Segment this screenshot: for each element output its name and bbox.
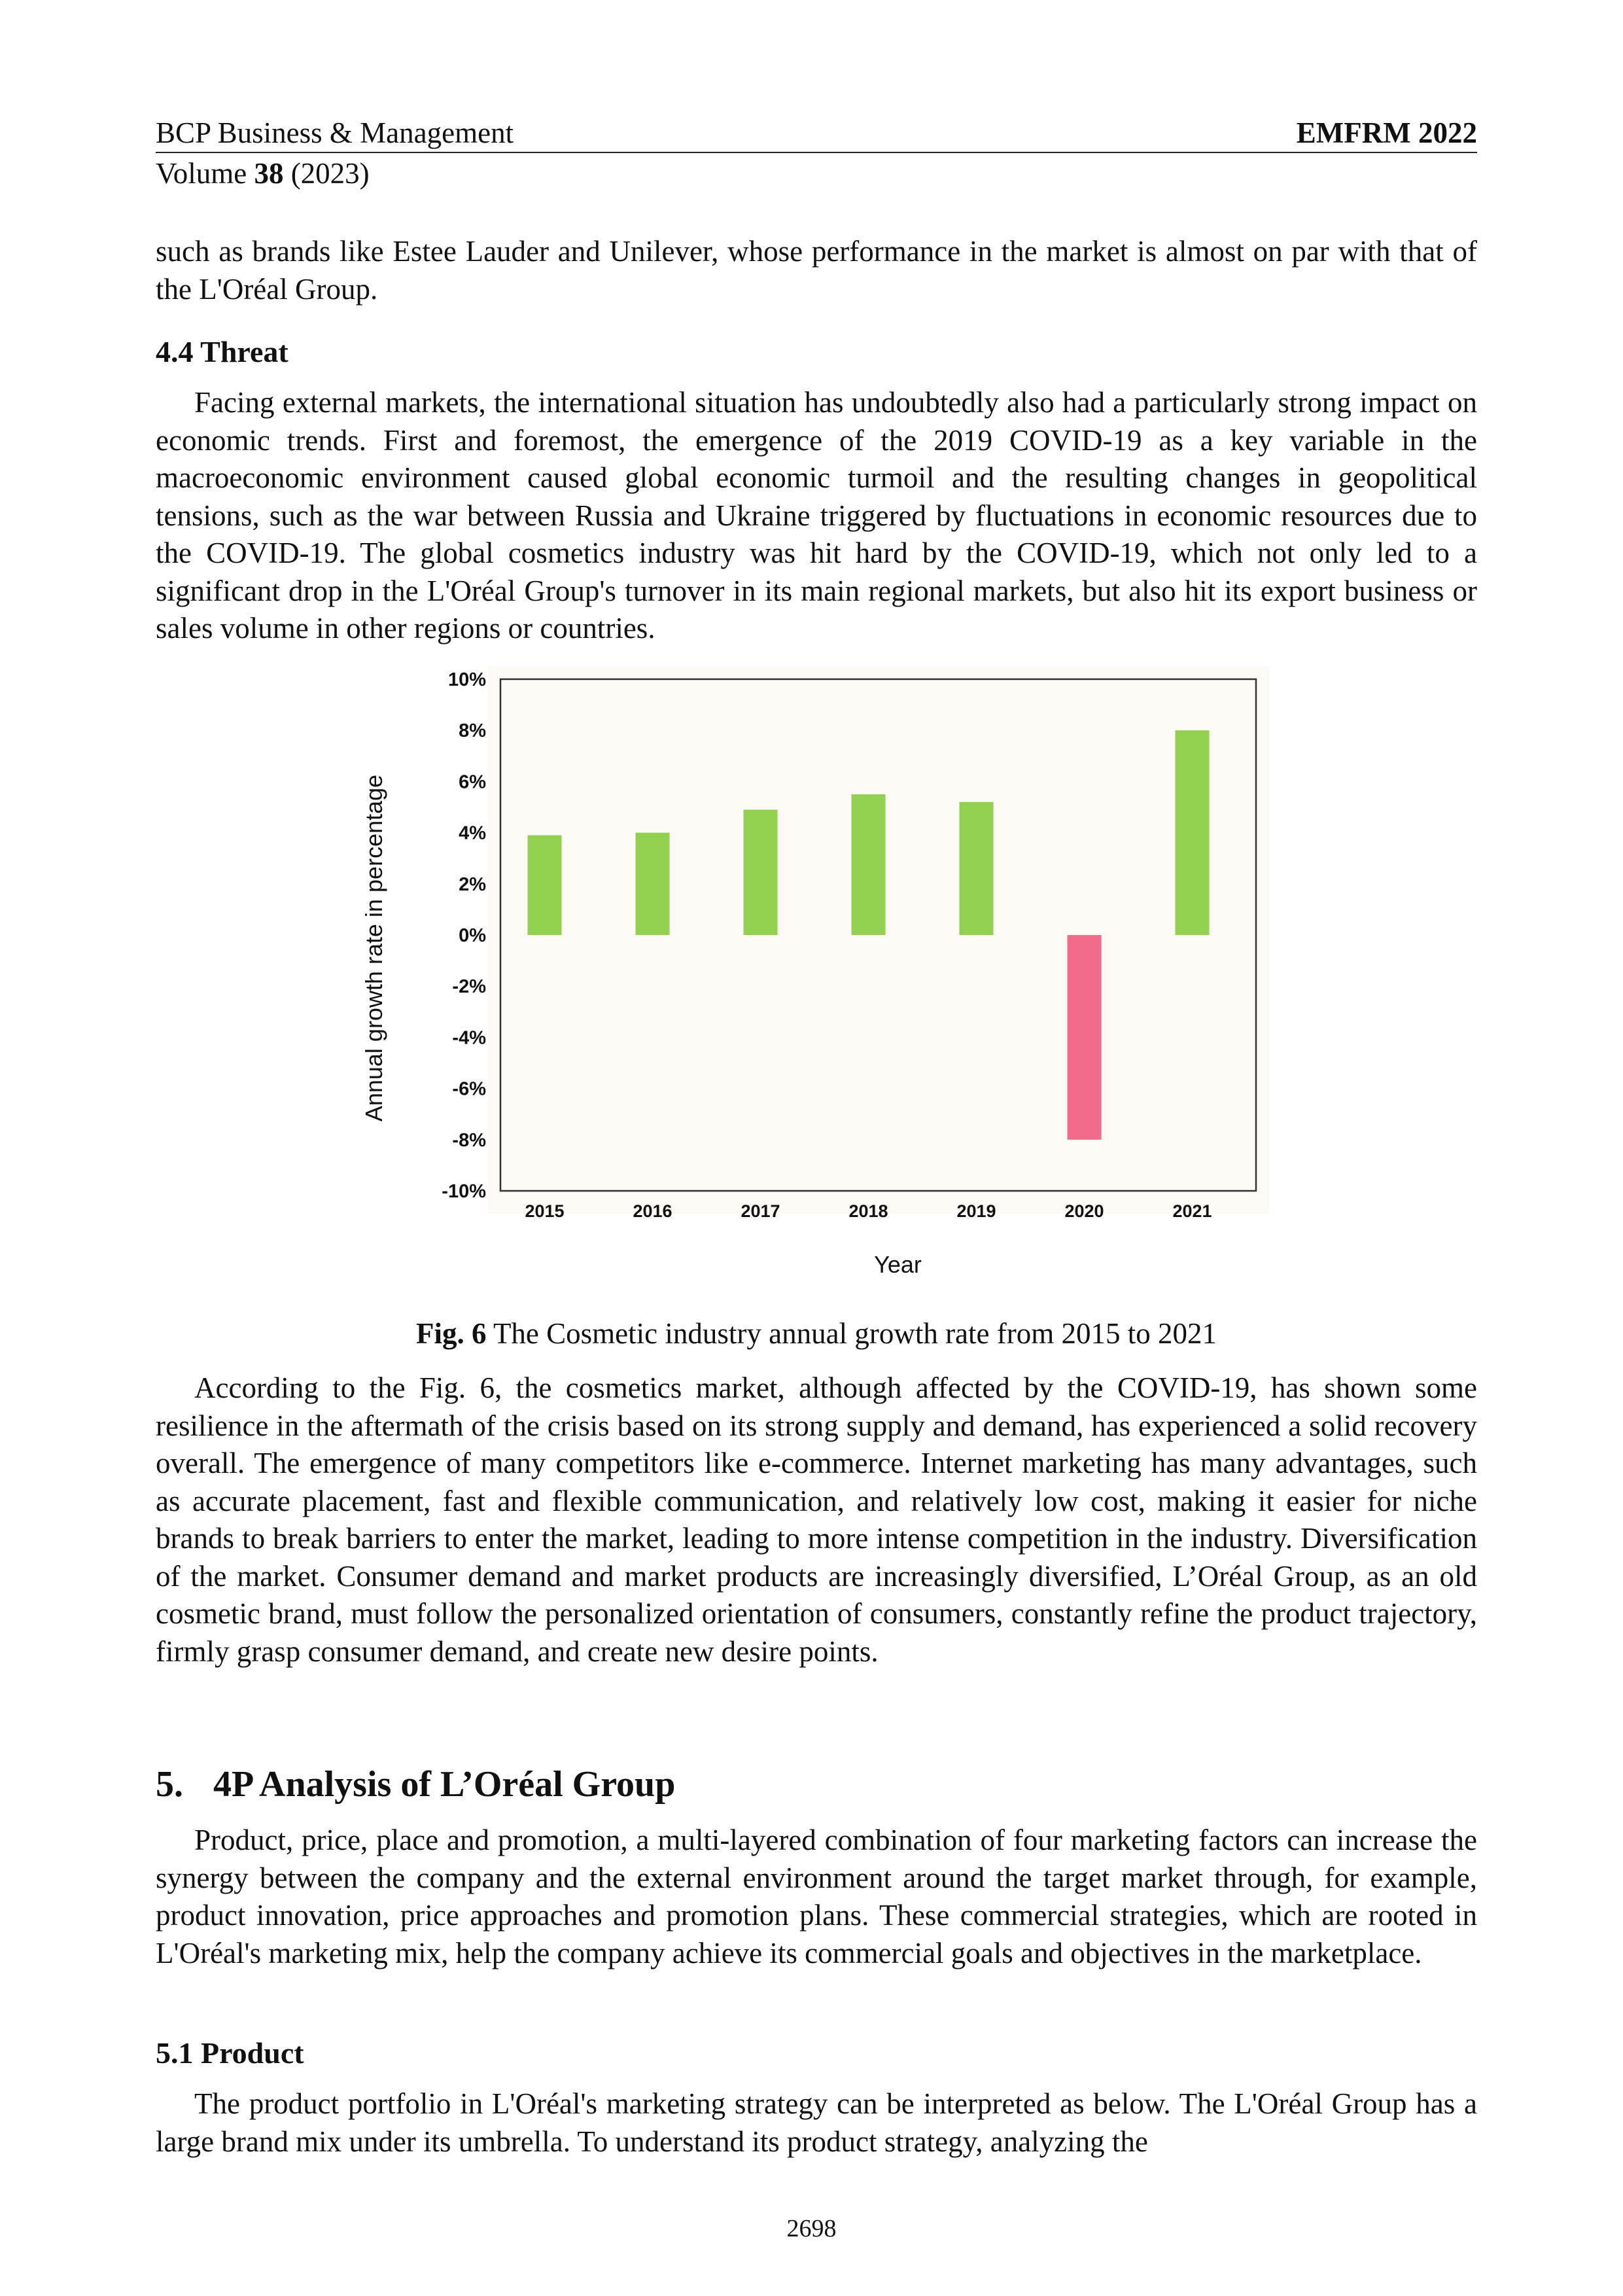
volume-year: (2023) xyxy=(290,157,370,190)
bar-2016 xyxy=(636,833,670,935)
running-header xyxy=(156,115,1477,153)
section-4-4-heading: 4.4 Threat xyxy=(156,335,288,368)
x-tick-label: 2021 xyxy=(1172,1201,1212,1221)
y-tick-label: -2% xyxy=(452,976,486,998)
volume-label: Volume xyxy=(156,157,247,190)
bar-2020 xyxy=(1068,935,1102,1140)
section-5-title xyxy=(156,1763,675,1806)
figure-6 xyxy=(353,661,1308,1289)
bar-2018 xyxy=(852,794,886,935)
section-5-1-paragraph: The product portfolio in L'Oréal's marketing strategy can be interpreted as below. The L'Oréal Group has a large brand mix under its umbrella. To understand its product strategy, analyzing the xyxy=(156,2087,1477,2158)
figure-caption-text: The Cosmetic industry annual growth rate from 2015 to 2021 xyxy=(493,1317,1217,1350)
section-5-number: 5. xyxy=(156,1764,183,1805)
bar-2021 xyxy=(1176,730,1210,935)
y-axis-label: Annual growth rate in percentage xyxy=(360,774,387,1122)
x-tick-label: 2017 xyxy=(741,1201,780,1221)
figure-caption xyxy=(156,1315,1477,1352)
x-axis-label: Year xyxy=(874,1251,922,1278)
figure-label: Fig. 6 xyxy=(416,1317,487,1350)
journal-name: BCP Business & Management xyxy=(156,116,514,149)
bar-2017 xyxy=(744,809,778,935)
page-number: 2698 xyxy=(786,2215,837,2242)
y-tick-label: -10% xyxy=(442,1181,486,1202)
after-figure-paragraph: According to the Fig. 6, the cosmetics market, although affected by the COVID-19, has shown some resilience in the aftermath of the crisis based on its strong supply and demand, has experienced a solid recovery overall. The emergence of many competitors like e-commerce. Internet marketing has many advantages, such as accurate placement, fast and flexible communication, and relatively low cost, making it easier for niche brands to break barriers to enter the market, leading to more intense competition in the industry. Diversification of the market. Consumer demand and market products are increasingly diversified, L’Oréal Group, as an old cosmetic brand, must follow the personalized orientation of consumers, constantly refine the product trajectory, firmly grasp consumer demand, and create new desire points. xyxy=(156,1371,1477,1668)
growth-rate-bar-chart xyxy=(353,661,1308,1289)
y-tick-label: -6% xyxy=(452,1078,486,1100)
x-tick-label: 2020 xyxy=(1064,1201,1104,1221)
volume-line xyxy=(156,156,370,191)
conference-name: EMFRM 2022 xyxy=(1296,116,1477,149)
y-tick-label: 6% xyxy=(459,771,486,793)
y-tick-label: -4% xyxy=(452,1027,486,1049)
bar-2015 xyxy=(528,836,562,935)
y-tick-label: 4% xyxy=(459,822,486,844)
y-tick-label: 8% xyxy=(459,720,486,742)
y-tick-label: -8% xyxy=(452,1129,486,1151)
section-5-1-heading: 5.1 Product xyxy=(156,2036,304,2070)
y-tick-label: 10% xyxy=(447,669,486,690)
x-tick-label: 2016 xyxy=(633,1201,672,1221)
y-tick-label: 2% xyxy=(459,874,486,895)
section-5-paragraph: Product, price, place and promotion, a multi-layered combination of four marketing factors can increase the synergy between the company and the external environment around the target market through, for example, product innovation, price approaches and promotion plans. These commercial strategies, which are rooted in L'Oréal's marketing mix, help the company achieve its commercial goals and objectives in the marketplace. xyxy=(156,1824,1477,1969)
intro-paragraph: such as brands like Estee Lauder and Unilever, whose performance in the market is almost on par with that of the L'Oréal Group. xyxy=(156,235,1477,306)
section-4-4-paragraph: Facing external markets, the international situation has undoubtedly also had a particularly strong impact on economic trends. First and foremost, the emergence of the 2019 COVID-19 as a key variable in the macroeconomic environment caused global economic turmoil and the resulting changes in geopolitical tensions, such as the war between Russia and Ukraine triggered by fluctuations in economic resources due to the COVID-19. The global cosmetics industry was hit hard by the COVID-19, which not only led to a significant drop in the L'Oréal Group's turnover in its main regional markets, but also hit its export business or sales volume in other regions or countries. xyxy=(156,386,1477,645)
x-tick-label: 2015 xyxy=(525,1201,565,1221)
bar-2019 xyxy=(960,802,994,935)
x-tick-label: 2018 xyxy=(848,1201,888,1221)
section-5-title-text: 4P Analysis of L’Oréal Group xyxy=(213,1764,676,1805)
x-tick-label: 2019 xyxy=(956,1201,996,1221)
plot-area-background xyxy=(487,666,1269,1214)
volume-number: 38 xyxy=(254,157,284,190)
y-tick-label: 0% xyxy=(459,925,486,946)
